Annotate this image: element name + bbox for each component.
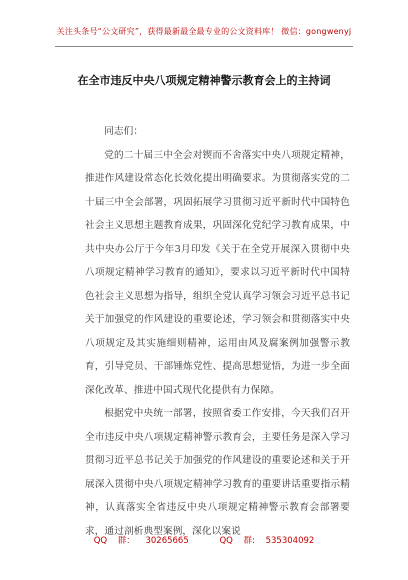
document-body xyxy=(85,120,350,543)
paragraph: 党的二十届三中全会对锲而不舍落实中央八项规定精神，推进作风建设常态化长效化提出明确要求。为贯彻落实党的二十届三中全会部署，巩固拓展学习贯彻习近平新时代中国特色社会主义思想主题教育成果，巩固深化党纪学习教育成果，中共中央办公厅于今年3月印发《关于在全党开展深入贯彻中央八项规定精神学习教育的通知》，要求以习近平新时代中国特色社会主义思想为指导，组织全党认真学习领会习近平总书记关于加强党的作风建设的重要论述，学习领会和贯彻落实中央八项规定及其实施细则精神，运用由风及腐案例加强警示教育，引导党员、干部锤炼党性、提高思想觉悟，为进一步全面深化改革、推进中国式现代化提供有力保障。 xyxy=(85,149,350,396)
footer-qq-group-1: QQ 群： 30265665 xyxy=(93,536,189,546)
paragraph: 根据党中央统一部署，按照省委工作安排，今天我们召开全市违反中央八项规定精神警示教育会，主要任务是深入学习贯彻习近平总书记关于加强党的作风建设的重要论述和关于开展深入贯彻中央八项规定精神学习教育的重要讲话重要指示精神，认真落实全省违反中央八项规定精神警示教育会部署要求，通过剖析典型案例，深化以案说 xyxy=(85,408,350,537)
document-title: 在全市违反中央八项规定精神警示教育会上的主持词 xyxy=(77,74,331,87)
header-divider xyxy=(55,46,353,47)
header-note: 关注头条号“公文研究”，获得最新最全最专业的公文资料库！ 微信：gongwenyj xyxy=(56,27,352,36)
salutation: 同志们： xyxy=(104,126,144,137)
footer-qq-group-2: QQ 群: 535304092 xyxy=(219,536,315,546)
footer-contact xyxy=(0,534,408,546)
